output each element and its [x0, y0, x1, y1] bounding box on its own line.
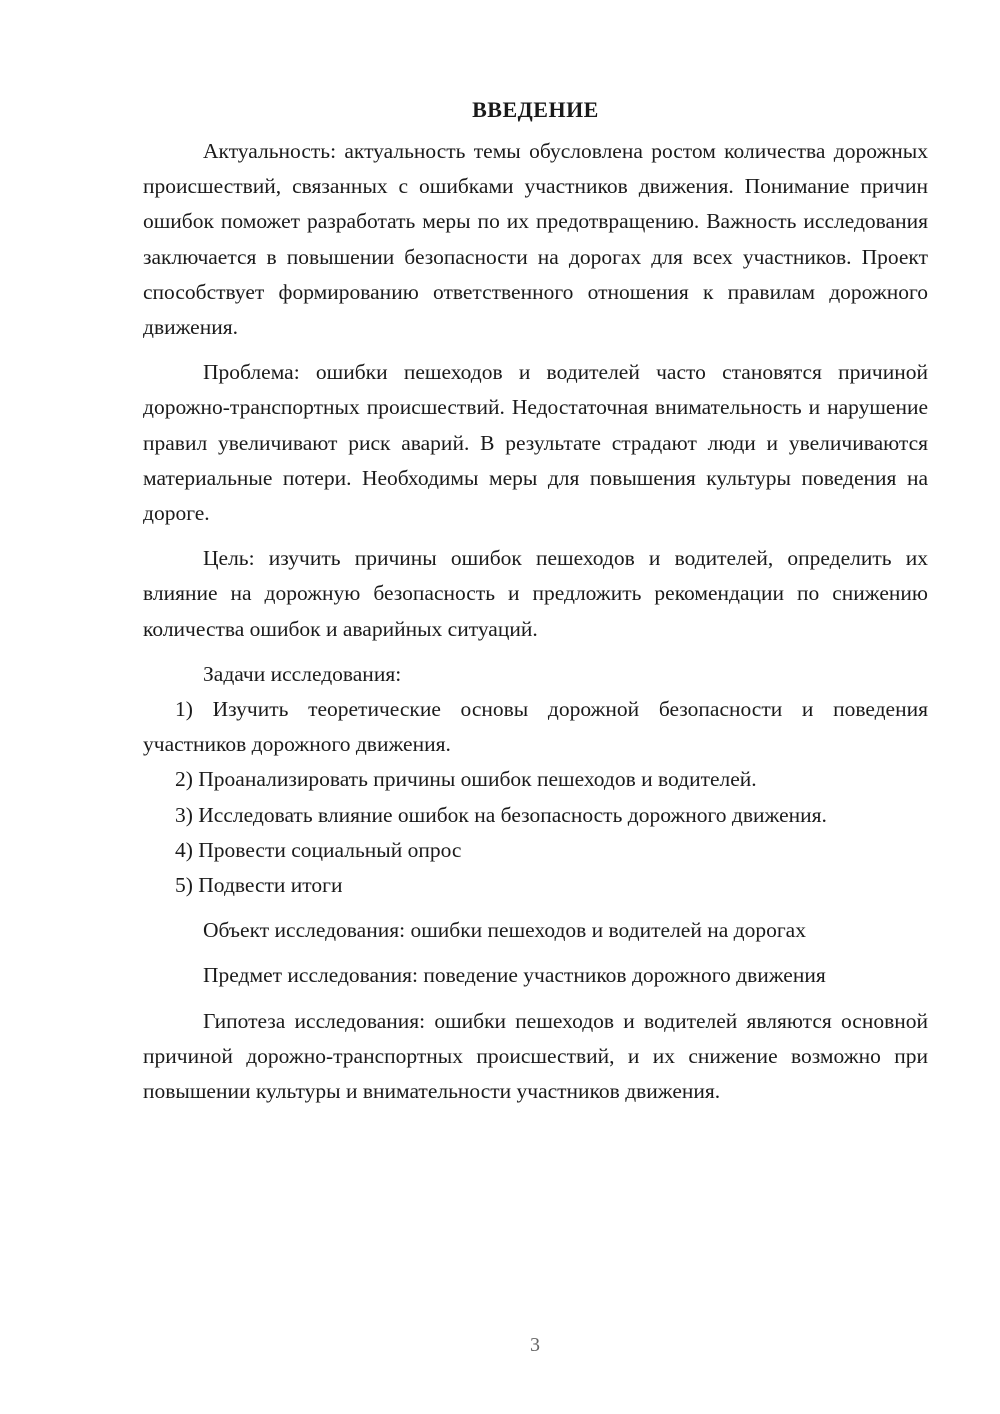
document-page [143, 92, 928, 1109]
subject-paragraph: Предмет исследования: поведение участников дорожного движения [203, 963, 826, 988]
page-number: 3 [530, 1334, 540, 1356]
relevance-paragraph: Актуальность: актуальность темы обусловлена ростом количества дорожных происшествий, связанных с ошибками участников движения. Понимание причин ошибок поможет разработать меры по их предотвращению. Важность исследования заключается в повышении безопасности на дорогах для всех участников. Проект способствует формированию ответственного отношения к правилам дорожного движения. [143, 139, 928, 340]
task-item-4: 4) Провести социальный опрос [175, 837, 462, 862]
problem-paragraph: Проблема: ошибки пешеходов и водителей часто становятся причиной дорожно-транспортных происшествий. Недостаточная внимательность и нарушение правил увеличивают риск аварий. В результате страдают люди и увеличиваются материальные потери. Необходимы меры для повышения культуры поведения на дороге. [143, 360, 928, 526]
task-item-5: 5) Подвести итоги [175, 873, 343, 898]
task-item-2: 2) Проанализировать причины ошибок пешеходов и водителей. [175, 767, 757, 792]
task-item-1: 1) Изучить теоретические основы дорожной безопасности и поведения участников дорожного движения. [143, 697, 928, 757]
object-paragraph: Объект исследования: ошибки пешеходов и водителей на дорогах [203, 918, 806, 943]
goal-paragraph: Цель: изучить причины ошибок пешеходов и водителей, определить их влияние на дорожную безопасность и предложить рекомендации по снижению количества ошибок и аварийных ситуаций. [143, 546, 928, 641]
tasks-title: Задачи исследования: [203, 661, 402, 686]
hypothesis-paragraph: Гипотеза исследования: ошибки пешеходов и водителей являются основной причиной дорожно-транспортных происшествий, и их снижение возможно при повышении культуры и внимательности участников движения. [143, 1008, 928, 1104]
page-heading: ВВЕДЕНИЕ [472, 97, 599, 122]
task-item-3: 3) Исследовать влияние ошибок на безопасность дорожного движения. [175, 802, 827, 827]
